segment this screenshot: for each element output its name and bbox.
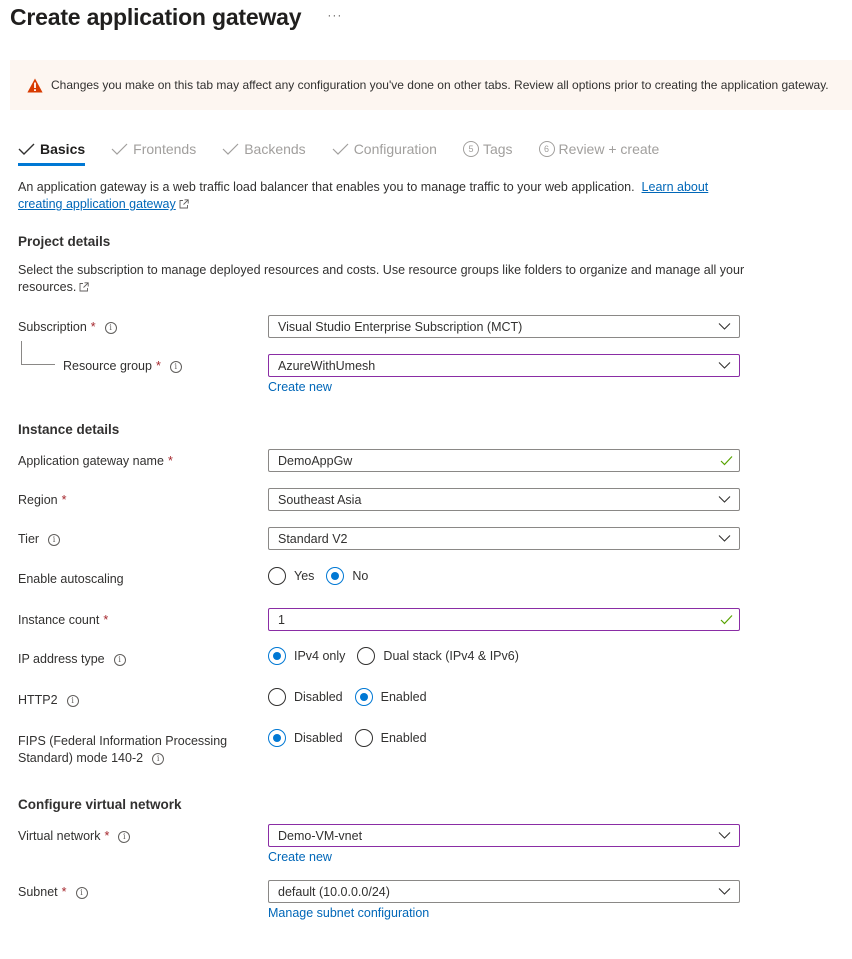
radio-circle (268, 729, 286, 747)
check-icon (111, 143, 128, 155)
fips-radio-group (268, 729, 439, 747)
http2-radio-group (268, 688, 439, 706)
resource-group-label (63, 358, 182, 375)
tab-tags[interactable] (463, 138, 513, 160)
label-text: Enable autoscaling (18, 572, 124, 586)
region-value: Southeast Asia (278, 492, 362, 507)
radio-circle (268, 688, 286, 706)
page-title: Create application gateway (10, 4, 302, 30)
http2-label (18, 692, 79, 709)
required-marker: * (167, 454, 173, 468)
subscription-value: Visual Studio Enterprise Subscription (MCT) (278, 319, 523, 334)
tab-backends[interactable] (222, 138, 305, 160)
learn-more-link-text-2: creating application gateway (18, 197, 176, 211)
radio-label: Enabled (380, 690, 427, 704)
project-description (18, 262, 748, 296)
check-icon (18, 143, 35, 155)
tab-configuration[interactable] (332, 138, 437, 160)
wizard-tabs (18, 138, 685, 162)
radio-label: No (352, 569, 369, 583)
intro-description: An application gateway is a web traffic load balancer that enables you to manage traffic to your web application. (18, 180, 635, 194)
title-row (10, 4, 342, 31)
required-marker: * (155, 359, 161, 373)
intro-text (18, 179, 748, 213)
info-icon[interactable]: i (114, 654, 126, 666)
ipv4-only-radio[interactable] (268, 647, 345, 665)
section-title-instance-details: Instance details (18, 422, 120, 437)
external-link-icon[interactable] (79, 282, 89, 292)
radio-label: Dual stack (IPv4 & IPv6) (383, 649, 519, 663)
subnet-dropdown[interactable] (268, 880, 740, 903)
tab-label: Configuration (353, 141, 437, 157)
check-icon (222, 143, 239, 155)
chevron-down-icon (718, 831, 731, 840)
required-marker: * (103, 613, 109, 627)
radio-label: Enabled (380, 731, 427, 745)
step-number-badge: 6 (539, 141, 555, 157)
project-description-text: Select the subscription to manage deployed resources and costs. Use resource groups like folders to organize and manage all your resources. (18, 263, 745, 294)
label-text: HTTP2 (18, 693, 58, 707)
tier-dropdown[interactable] (268, 527, 740, 550)
fips-label (18, 733, 227, 767)
valid-check-icon (720, 455, 733, 466)
tab-label: Basics (40, 141, 86, 157)
chevron-down-icon (718, 361, 731, 370)
label-text-line1: FIPS (Federal Information Processing (18, 734, 228, 748)
instance-count-label (18, 612, 108, 629)
required-marker: * (61, 493, 67, 507)
radio-circle (268, 647, 286, 665)
radio-label: Yes (294, 569, 315, 583)
create-new-vnet-link[interactable]: Create new (268, 850, 332, 864)
chevron-down-icon (718, 534, 731, 543)
resource-group-dropdown[interactable] (268, 354, 740, 377)
radio-circle (268, 567, 286, 585)
warning-text: Changes you make on this tab may affect any configuration you've done on other tabs. Review all options prior to creating the application gateway. (51, 78, 829, 92)
http2-disabled-radio[interactable] (268, 688, 343, 706)
tier-label (18, 531, 60, 548)
ip-address-type-label (18, 651, 126, 668)
ip-address-type-radio-group (268, 647, 531, 665)
step-number-badge: 5 (463, 141, 479, 157)
label-text: Application gateway name (18, 454, 164, 468)
gateway-name-value: DemoAppGw (278, 453, 353, 468)
section-title-virtual-network: Configure virtual network (18, 797, 182, 812)
subnet-label (18, 884, 88, 901)
warning-icon (27, 78, 43, 93)
subscription-dropdown[interactable] (268, 315, 740, 338)
required-marker: * (90, 320, 96, 334)
label-text: Virtual network (18, 829, 101, 843)
radio-label: IPv4 only (294, 649, 346, 663)
label-text-line2: Standard) mode 140-2 (18, 751, 144, 765)
chevron-down-icon (718, 322, 731, 331)
radio-label: Disabled (294, 731, 343, 745)
fips-disabled-radio[interactable] (268, 729, 343, 747)
more-options-button[interactable]: ··· (327, 7, 343, 22)
create-new-resource-group-link[interactable]: Create new (268, 380, 332, 394)
fips-enabled-radio[interactable] (355, 729, 427, 747)
tab-review-create[interactable] (539, 138, 660, 160)
virtual-network-label (18, 828, 130, 845)
section-title-project-details: Project details (18, 234, 111, 249)
chevron-down-icon (718, 887, 731, 896)
radio-circle (357, 647, 375, 665)
dual-stack-radio[interactable] (357, 647, 518, 665)
autoscaling-no-radio[interactable] (326, 567, 368, 585)
external-link-icon (179, 199, 189, 209)
tab-label: Review + create (558, 141, 660, 157)
radio-circle (355, 688, 373, 706)
tab-frontends[interactable] (111, 138, 196, 160)
tab-basics[interactable] (18, 138, 85, 160)
info-icon[interactable]: i (170, 361, 182, 373)
chevron-down-icon (718, 495, 731, 504)
learn-more-link-text-1: Learn about (641, 180, 709, 194)
radio-circle (326, 567, 344, 585)
label-text: IP address type (18, 652, 105, 666)
subscription-label (18, 319, 117, 336)
info-icon[interactable]: i (67, 695, 79, 707)
radio-label: Disabled (294, 690, 343, 704)
label-text: Resource group (63, 359, 152, 373)
subnet-value: default (10.0.0.0/24) (278, 884, 390, 899)
instance-count-value: 1 (278, 612, 285, 627)
autoscaling-radio-group (268, 567, 380, 585)
check-icon (332, 143, 349, 155)
label-text: Tier (18, 532, 40, 546)
region-label (18, 492, 67, 509)
gateway-name-label (18, 453, 173, 470)
info-icon[interactable]: i (105, 322, 117, 334)
info-icon[interactable]: i (118, 831, 130, 843)
label-text: Subnet (18, 885, 58, 899)
gateway-name-input[interactable] (268, 449, 740, 472)
tier-value: Standard V2 (278, 531, 348, 546)
warning-banner (10, 60, 852, 110)
manage-subnet-configuration-link[interactable]: Manage subnet configuration (268, 906, 430, 920)
required-marker: * (61, 885, 67, 899)
label-text: Instance count (18, 613, 100, 627)
virtual-network-value: Demo-VM-vnet (278, 828, 363, 843)
resource-group-value: AzureWithUmesh (278, 358, 376, 373)
valid-check-icon (720, 614, 733, 625)
radio-circle (355, 729, 373, 747)
tree-connector (21, 341, 55, 365)
info-icon[interactable]: i (152, 753, 164, 765)
region-dropdown[interactable] (268, 488, 740, 511)
tab-label: Backends (244, 141, 306, 157)
http2-enabled-radio[interactable] (355, 688, 427, 706)
info-icon[interactable]: i (48, 534, 60, 546)
virtual-network-dropdown[interactable] (268, 824, 740, 847)
instance-count-input[interactable] (268, 608, 740, 631)
autoscaling-yes-radio[interactable] (268, 567, 314, 585)
tab-label: Tags (482, 141, 513, 157)
autoscaling-label (18, 571, 124, 588)
label-text: Subscription (18, 320, 87, 334)
info-icon[interactable]: i (76, 887, 88, 899)
tab-label: Frontends (133, 141, 197, 157)
required-marker: * (104, 829, 110, 843)
label-text: Region (18, 493, 58, 507)
